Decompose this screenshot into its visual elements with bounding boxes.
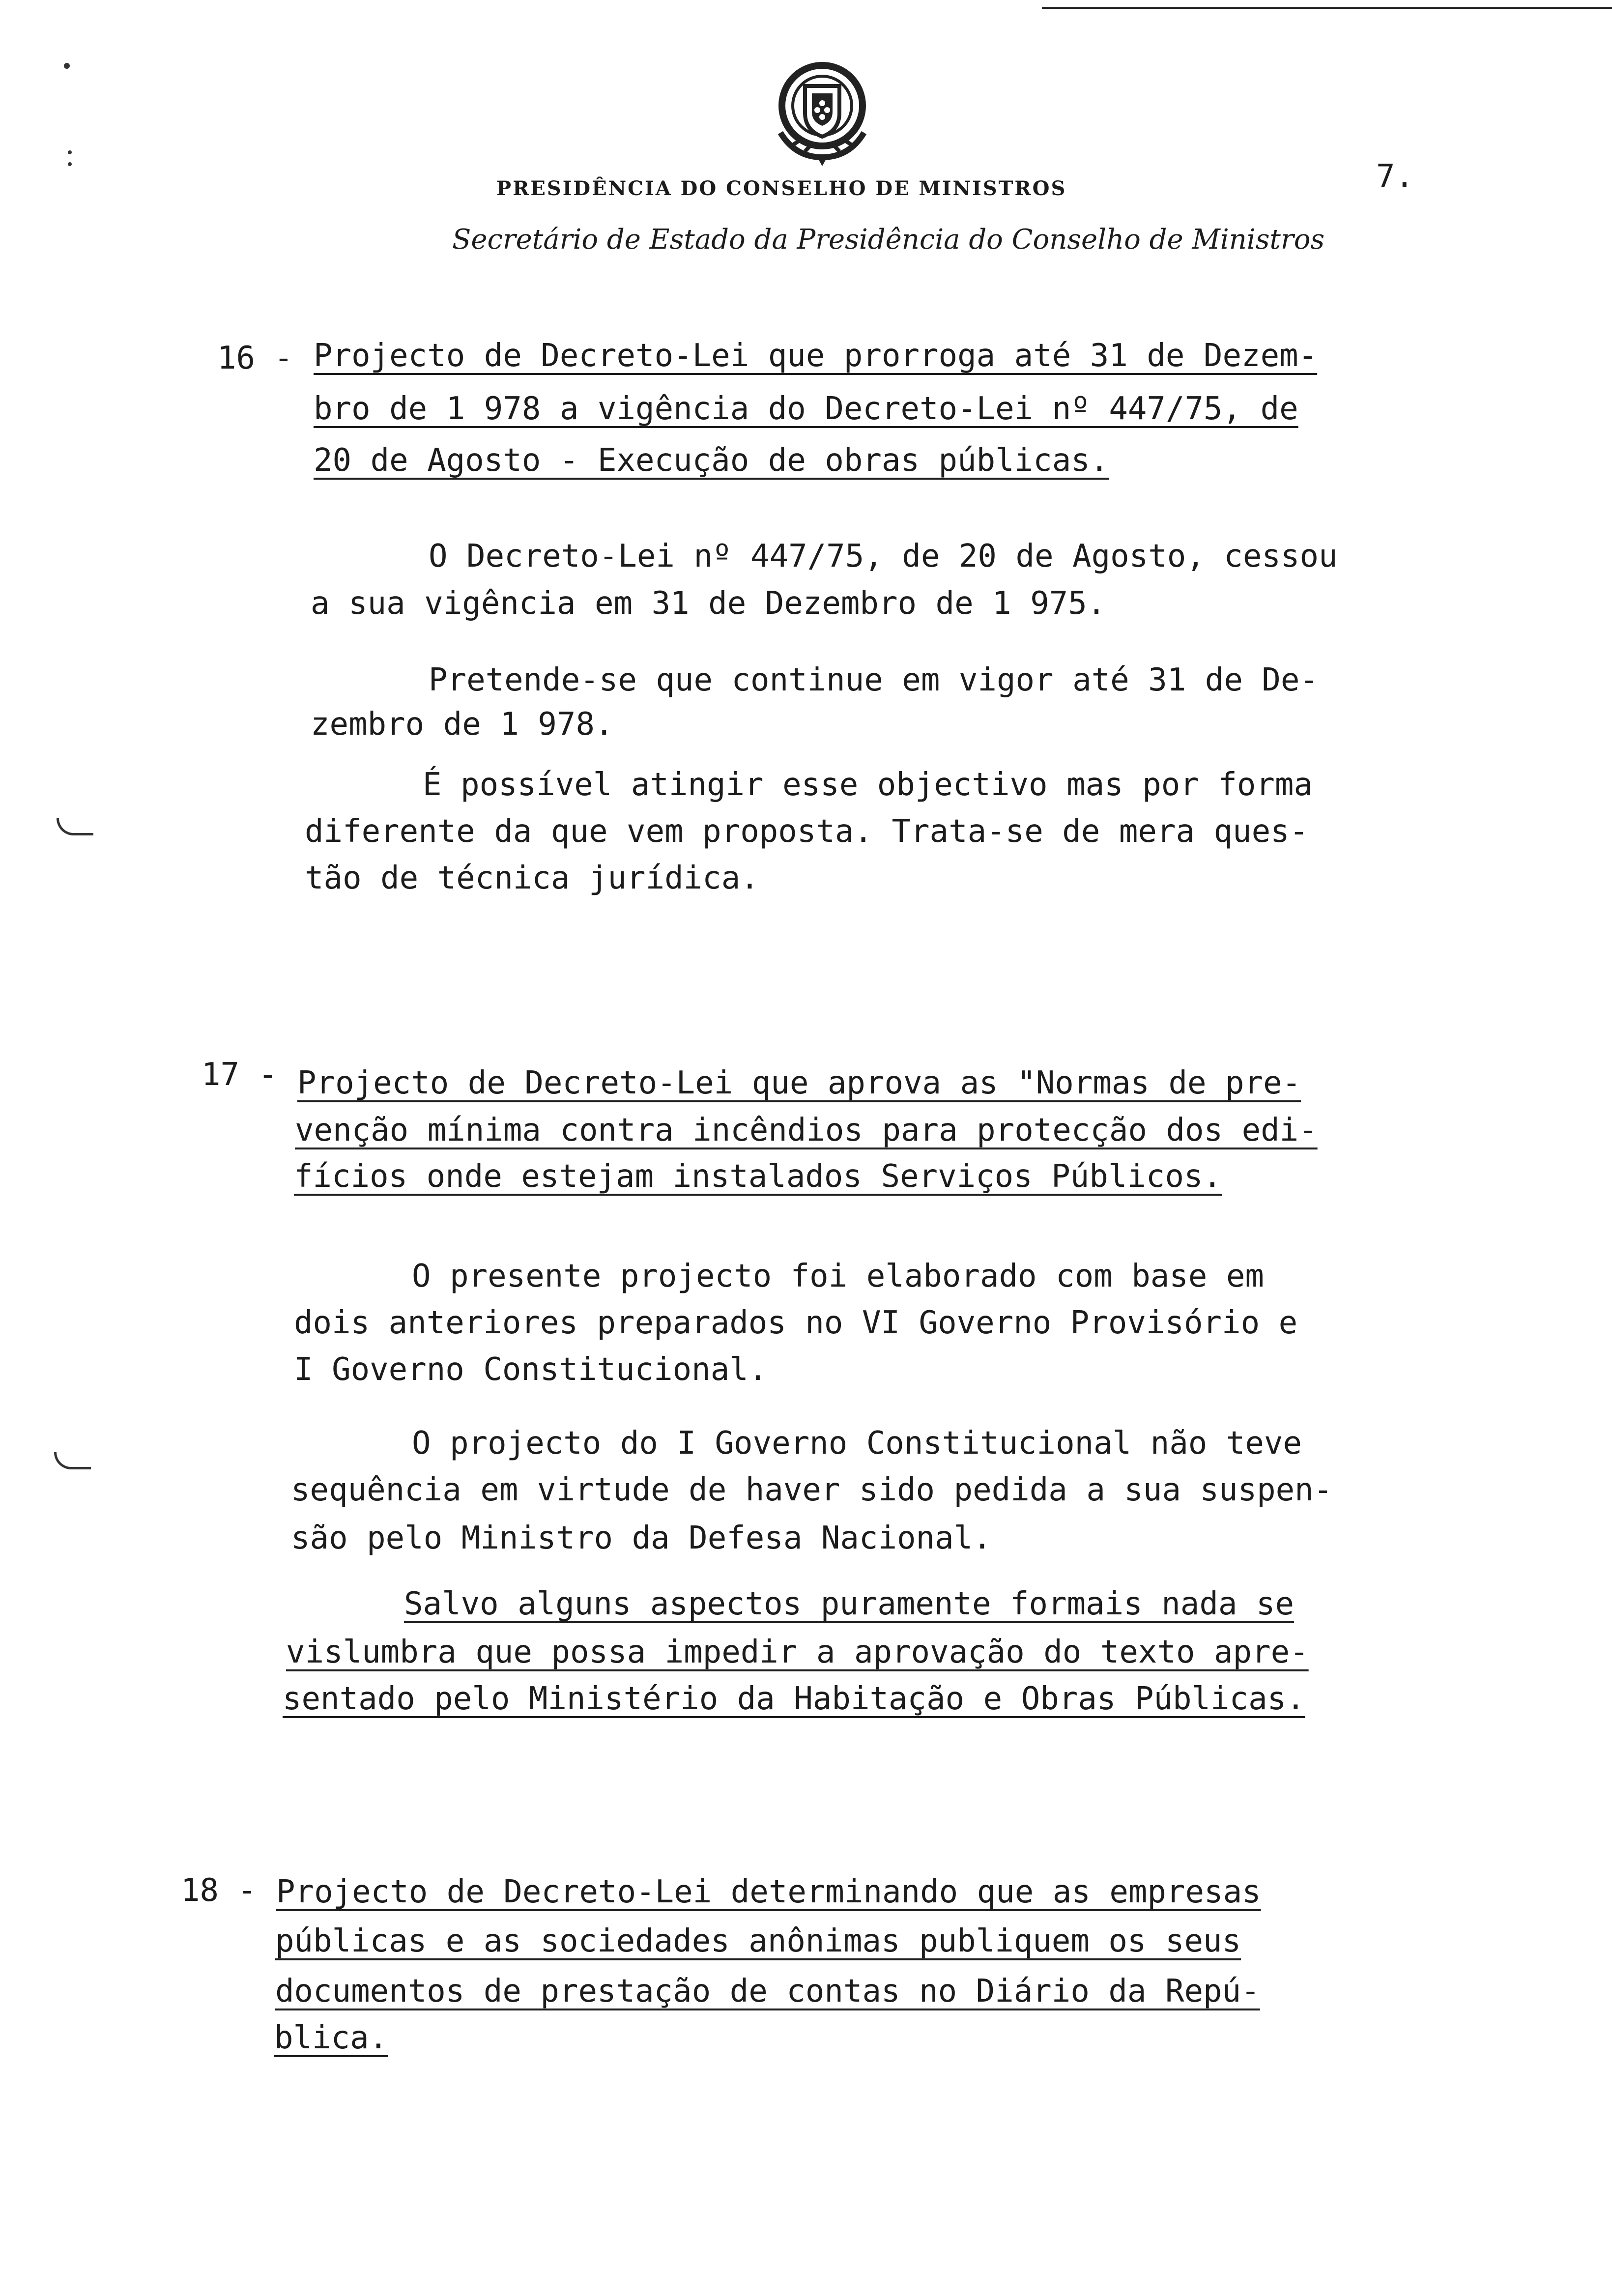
item-title-line: Projecto de Decreto-Lei determinando que as empresas bbox=[276, 1874, 1261, 1910]
body-line: É possível atingir esse objectivo mas por forma bbox=[423, 767, 1313, 803]
item-title-line: documentos de prestação de contas no Diário da Repú- bbox=[275, 1973, 1260, 2009]
body-line: Pretende-se que continue em vigor até 31 de De- bbox=[429, 662, 1319, 698]
body-line-underlined: Salvo alguns aspectos puramente formais nada se bbox=[404, 1586, 1294, 1622]
hole-punch-mark bbox=[54, 1452, 91, 1469]
scan-speck bbox=[64, 63, 70, 69]
body-line: O presente projecto foi elaborado com base em bbox=[412, 1258, 1264, 1294]
body-line-underlined: vislumbra que possa impedir a aprovação do texto apre- bbox=[286, 1634, 1309, 1670]
item-title-line: venção mínima contra incêndios para protecção dos edi- bbox=[295, 1112, 1318, 1148]
scan-speck bbox=[68, 162, 72, 166]
body-line: O projecto do I Governo Constitucional não teve bbox=[412, 1425, 1302, 1462]
body-line: são pelo Ministro da Defesa Nacional. bbox=[291, 1520, 992, 1556]
body-line-underlined: sentado pelo Ministério da Habitação e Obras Públicas. bbox=[283, 1681, 1305, 1717]
item-title-line: públicas e as sociedades anônimas publiquem os seus bbox=[275, 1923, 1241, 1959]
item-title-line: fícios onde estejam instalados Serviços Públicos. bbox=[294, 1158, 1222, 1195]
item-number: 18 - bbox=[181, 1872, 257, 1909]
organization-title: PRESIDÊNCIA DO CONSELHO DE MINISTROS bbox=[496, 177, 1067, 200]
item-title-line: 20 de Agosto - Execução de obras públicas. bbox=[314, 442, 1109, 479]
body-line: O Decreto-Lei nº 447/75, de 20 de Agosto, cessou bbox=[429, 538, 1338, 574]
item-title-line: Projecto de Decreto-Lei que aprova as "Normas de pre- bbox=[297, 1065, 1301, 1101]
body-line: tão de técnica jurídica. bbox=[305, 860, 759, 896]
item-number: 17 - bbox=[202, 1057, 278, 1093]
body-line: zembro de 1 978. bbox=[311, 706, 614, 743]
item-title-line: blica. bbox=[274, 2020, 388, 2056]
body-line: diferente da que vem proposta. Trata-se de mera ques- bbox=[305, 813, 1309, 850]
page-number: 7. bbox=[1376, 158, 1414, 195]
scan-top-edge-line bbox=[1042, 7, 1612, 9]
coat-of-arms-emblem bbox=[771, 59, 874, 167]
body-line: a sua vigência em 31 de Dezembro de 1 975. bbox=[311, 585, 1106, 622]
body-line: sequência em virtude de haver sido pedida a sua suspen- bbox=[291, 1472, 1333, 1508]
body-line: I Governo Constitucional. bbox=[294, 1351, 768, 1388]
body-line: dois anteriores preparados no VI Governo Provisório e bbox=[294, 1305, 1298, 1341]
hole-punch-mark bbox=[57, 818, 93, 835]
scan-speck bbox=[68, 150, 72, 154]
item-title-line: bro de 1 978 a vigência do Decreto-Lei nº 447/75, de bbox=[314, 391, 1298, 427]
office-subtitle: Secretário de Estado da Presidência do Conselho de Ministros bbox=[452, 224, 1325, 256]
item-number: 16 - bbox=[217, 340, 293, 376]
item-title-line: Projecto de Decreto-Lei que prorroga até 31 de Dezem- bbox=[314, 338, 1318, 374]
